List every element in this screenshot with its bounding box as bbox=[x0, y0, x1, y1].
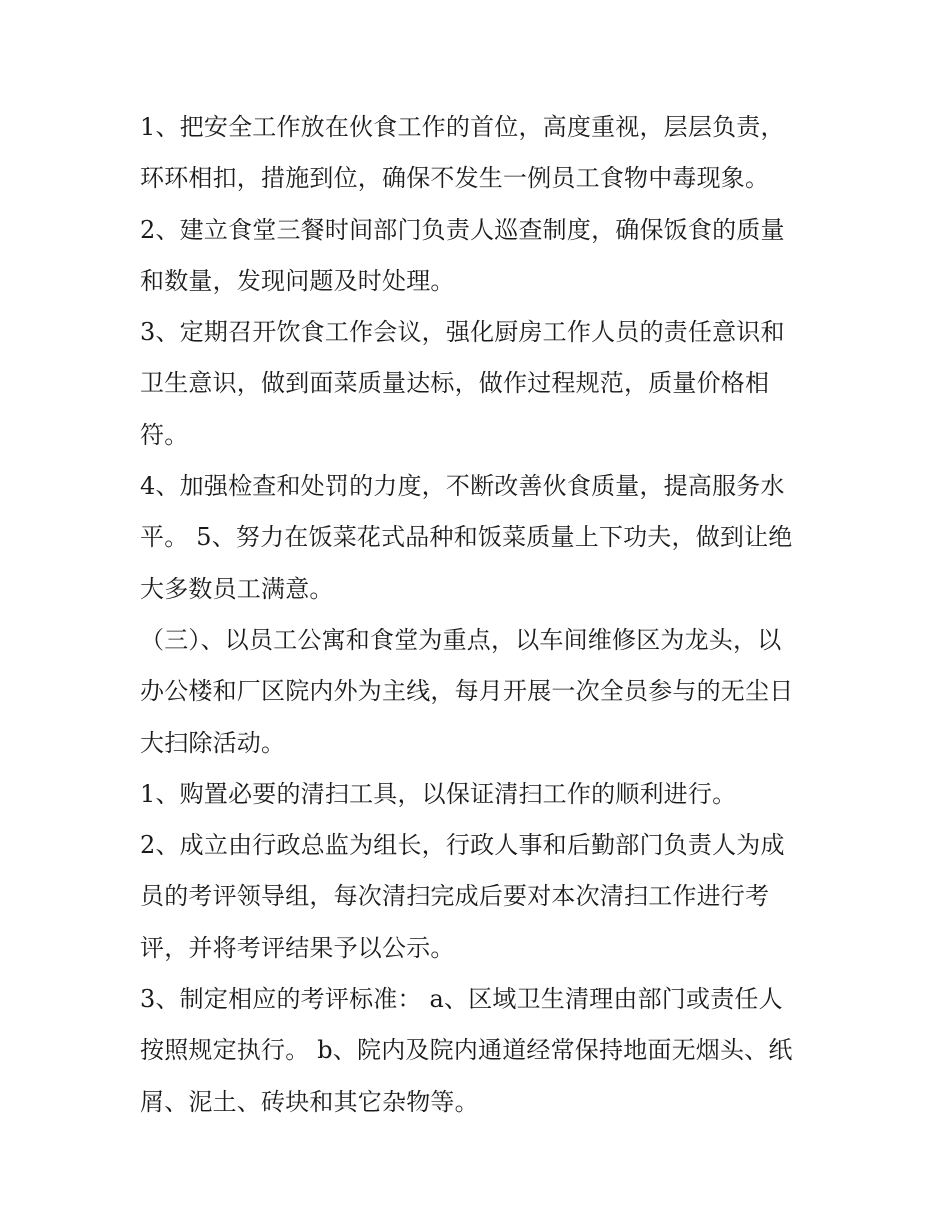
document-body bbox=[140, 102, 815, 1128]
text-line: 平。 5、努力在饭菜花式品种和饭菜质量上下功夫，做到让绝 bbox=[140, 523, 793, 552]
text-line: 环环相扣，措施到位，确保不发生一例员工食物中毒现象。 bbox=[140, 164, 770, 193]
text-line: 按照规定执行。 b、院内及院内通道经常保持地面无烟头、纸 bbox=[140, 1036, 793, 1065]
text-line: 卫生意识，做到面菜质量达标，做作过程规范，质量价格相 bbox=[140, 369, 770, 398]
text-line: 和数量，发现问题及时处理。 bbox=[140, 266, 455, 295]
section-heading-line: 办公楼和厂区院内外为主线，每月开展一次全员参与的无尘日 bbox=[140, 677, 794, 706]
text-line: 大多数员工满意。 bbox=[140, 574, 334, 603]
section-heading-line: （三）、以员工公寓和食堂为重点，以车间维修区为龙头，以 bbox=[140, 625, 782, 654]
text-line: 符。 bbox=[140, 420, 189, 449]
section-heading-line: 大扫除活动。 bbox=[140, 728, 286, 757]
text-line: 1、购置必要的清扫工具，以保证清扫工作的顺利进行。 bbox=[140, 779, 737, 808]
text-line: 3、制定相应的考评标准： a、区域卫生清理由部门或责任人 bbox=[140, 985, 783, 1014]
text-line: 2、成立由行政总监为组长，行政人事和后勤部门负责人为成 bbox=[140, 831, 785, 860]
text-line: 4、加强检查和处罚的力度，不断改善伙食质量，提高服务水 bbox=[140, 472, 785, 501]
text-line: 3、定期召开饮食工作会议，强化厨房工作人员的责任意识和 bbox=[140, 318, 785, 347]
text-line: 屑、泥土、砖块和其它杂物等。 bbox=[140, 1087, 479, 1116]
text-line: 评，并将考评结果予以公示。 bbox=[140, 933, 455, 962]
text-line: 1、把安全工作放在伙食工作的首位，高度重视，层层负责， bbox=[140, 113, 785, 141]
text-line: 员的考评领导组，每次清扫完成后要对本次清扫工作进行考 bbox=[140, 882, 770, 911]
text-line: 2、建立食堂三餐时间部门负责人巡查制度，确保饭食的质量 bbox=[140, 215, 785, 244]
